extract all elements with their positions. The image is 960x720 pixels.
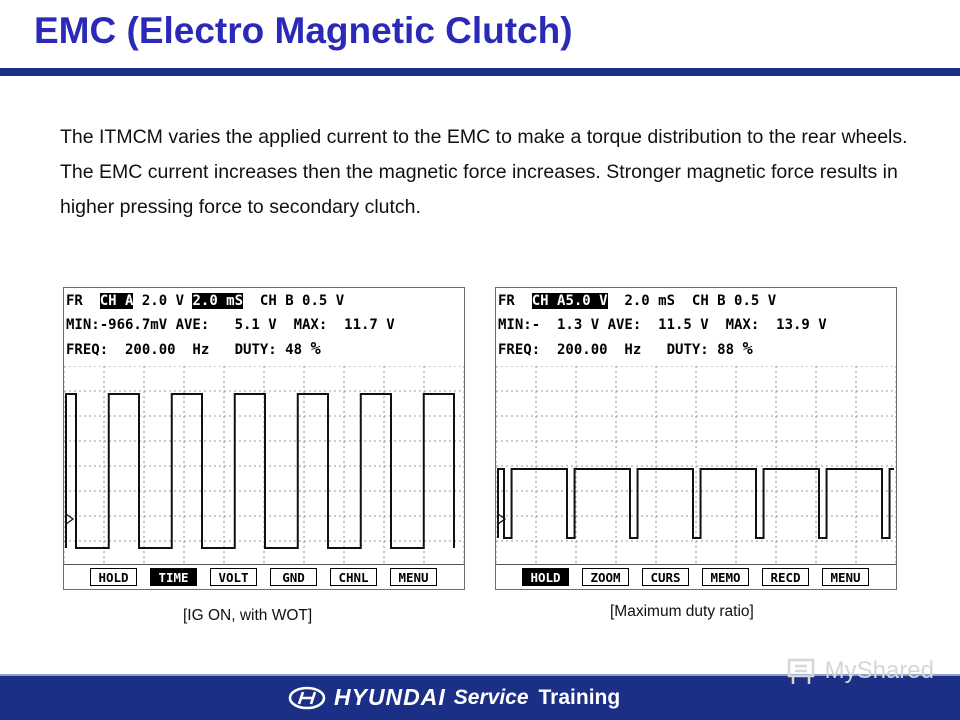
menu-key-memo[interactable]: MEMO: [702, 568, 749, 586]
menu-key-menu[interactable]: MENU: [390, 568, 437, 586]
watermark: [785, 654, 934, 688]
duty-readout: DUTY: 48: [234, 342, 303, 358]
scope-row-1: [66, 290, 344, 312]
brand-lockup: [288, 684, 620, 711]
volt-div: 2.0 V: [141, 293, 185, 309]
brand-name: HYUNDAI: [334, 684, 446, 710]
menu-key-recd[interactable]: RECD: [762, 568, 809, 586]
hyundai-logo-icon: [288, 686, 326, 710]
brand-service: Service: [453, 685, 529, 709]
scope-row-1: [498, 290, 776, 312]
watermark-icon: [785, 654, 819, 688]
menu-key-chnl[interactable]: CHNL: [330, 568, 377, 586]
percent-sign: %: [310, 339, 321, 359]
freq-readout: FREQ: 200.00 Hz: [498, 342, 642, 358]
body-text: [60, 120, 920, 225]
scope-menu-bar: [64, 564, 464, 589]
menu-key-hold[interactable]: HOLD: [90, 568, 137, 586]
channel-a-badge: CH A: [99, 293, 134, 309]
ground-marker: [66, 514, 73, 524]
menu-key-gnd[interactable]: GND: [270, 568, 317, 586]
channel-b: CH B 0.5 V: [691, 293, 777, 309]
freq-readout: FREQ: 200.00 Hz: [66, 342, 210, 358]
scope-header: [64, 288, 464, 364]
menu-key-time[interactable]: TIME: [150, 568, 197, 586]
time-div: 2.0 mS: [624, 293, 676, 309]
channel-a-badge: CH A: [531, 293, 566, 309]
waveform-display: [496, 366, 896, 566]
menu-key-menu[interactable]: MENU: [822, 568, 869, 586]
fr-label: FR: [66, 293, 83, 309]
caption-left: [IG ON, with WOT]: [183, 607, 313, 624]
scope-row-3: [66, 338, 321, 360]
slide-title: EMC (Electro Magnetic Clutch): [34, 10, 573, 51]
duty-readout: DUTY: 88: [666, 342, 735, 358]
watermark-text: MyShared: [824, 657, 934, 684]
fr-label: FR: [498, 293, 515, 309]
paragraph-2: The EMC current increases then the magnetic force increases. Stronger magnetic force results in higher pressing force to secondary clutch.: [60, 161, 898, 218]
menu-key-zoom[interactable]: ZOOM: [582, 568, 629, 586]
title-divider: [0, 68, 960, 76]
menu-key-hold[interactable]: HOLD: [522, 568, 569, 586]
scope-row-2: MIN:-966.7mV AVE: 5.1 V MAX: 11.7 V: [66, 317, 395, 333]
scope-header: [496, 288, 896, 364]
channel-b: CH B 0.5 V: [259, 293, 345, 309]
volt-div-badge: 5.0 V: [565, 293, 608, 309]
scope-row-3: [498, 338, 753, 360]
scope-row-2: MIN:- 1.3 V AVE: 11.5 V MAX: 13.9 V: [498, 317, 827, 333]
time-div-badge: 2.0 mS: [192, 293, 244, 309]
menu-key-curs[interactable]: CURS: [642, 568, 689, 586]
waveform-display: [64, 366, 464, 566]
oscilloscope-left: [63, 287, 465, 590]
caption-right: [Maximum duty ratio]: [610, 603, 754, 620]
waveform-trace: [66, 394, 454, 548]
percent-sign: %: [742, 339, 753, 359]
scope-menu-bar: [496, 564, 896, 589]
paragraph-1: The ITMCM varies the applied current to the EMC to make a torque distribution to the rear wheels.: [60, 126, 908, 148]
oscilloscope-right: [495, 287, 897, 590]
menu-key-volt[interactable]: VOLT: [210, 568, 257, 586]
brand-training: Training: [538, 685, 621, 709]
